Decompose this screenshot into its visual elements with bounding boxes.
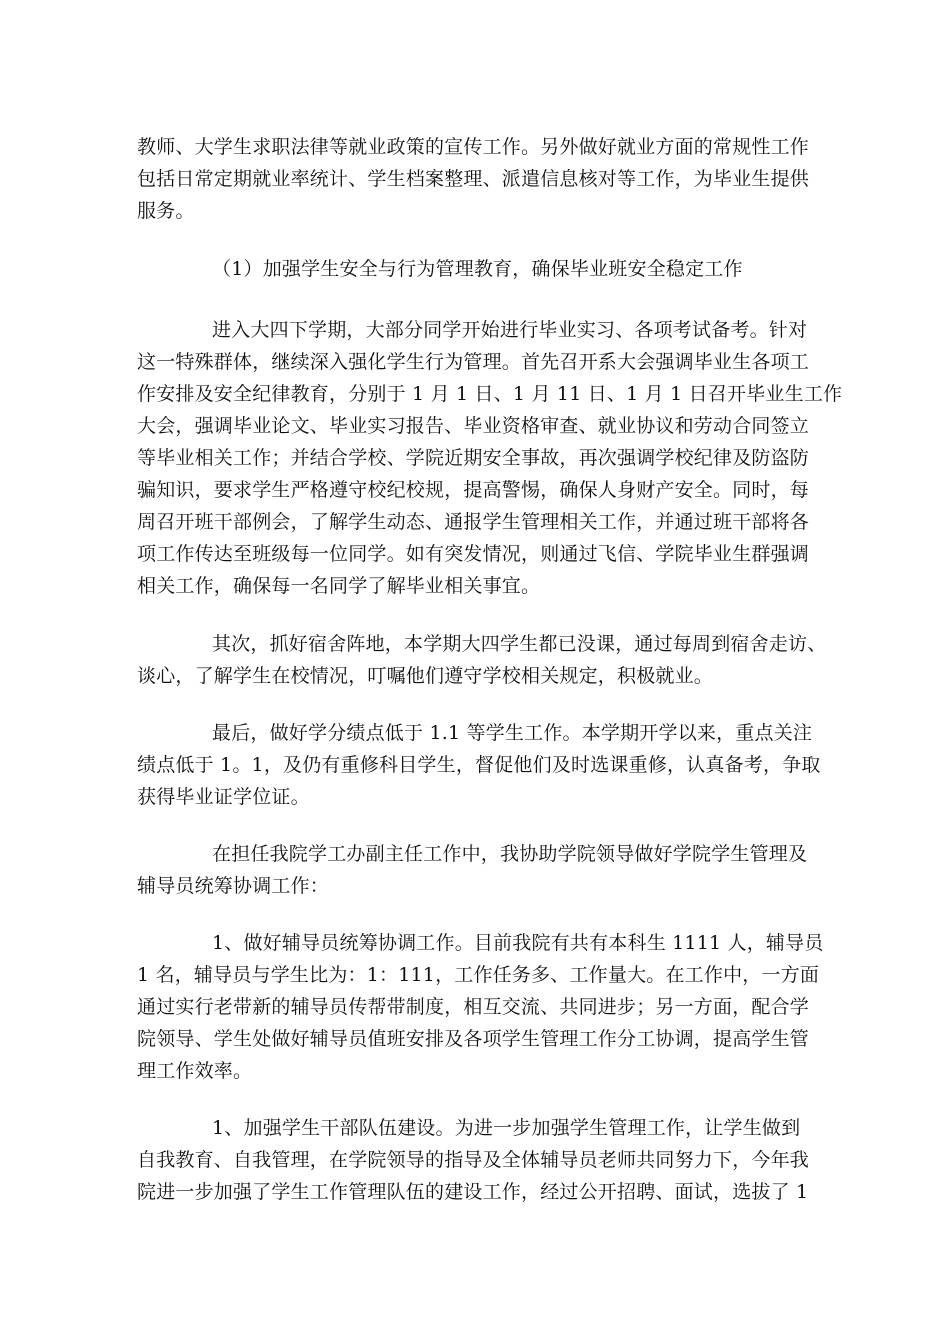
paragraph-3-line: 谈心，了解学生在校情况，叮嘱他们遵守学校相关规定，积极就业。 xyxy=(137,665,714,687)
paragraph-5-line: 在担任我院学工办副主任工作中，我协助学院领导做好学院学生管理及 xyxy=(212,843,808,865)
section-heading: （1）加强学生安全与行为管理教育，确保毕业班安全稳定工作 xyxy=(212,258,743,280)
paragraph-2-line: 周召开班干部例会，了解学生动态、通报学生管理相关工作，并通过班干部将各 xyxy=(137,511,810,533)
paragraph-2-line: 等毕业相关工作；并结合学校、学院近期安全事故，再次强调学校纪律及防盗防 xyxy=(137,447,810,469)
paragraph-4-line: 获得毕业证学位证。 xyxy=(137,786,310,808)
paragraph-6-line: 理工作效率。 xyxy=(137,1060,253,1082)
paragraph-2-line: 这一特殊群体，继续深入强化学生行为管理。首先召开系大会强调毕业生各项工 xyxy=(137,351,810,373)
paragraph-4-line: 最后，做好学分绩点低于 1.1 等学生工作。本学期开学以来，重点关注 xyxy=(212,722,813,744)
paragraph-2-line: 大会，强调毕业论文、毕业实习报告、毕业资格审查、就业协议和劳动合同签立 xyxy=(137,415,810,437)
paragraph-2-line: 骗知识，要求学生严格遵守校纪校规，提高警惕，确保人身财产安全。同时，每 xyxy=(137,479,810,501)
paragraph-1-line: 包括日常定期就业率统计、学生档案整理、派遣信息核对等工作，为毕业生提供 xyxy=(137,168,810,190)
paragraph-4-line: 绩点低于 1。1，及仍有重修科目学生，督促他们及时选课重修，认真备考，争取 xyxy=(137,754,821,776)
paragraph-6-line: 院领导、学生处做好辅导员值班安排及各项学生管理工作分工协调，提高学生管 xyxy=(137,1028,810,1050)
paragraph-7-line: 院进一步加强了学生工作管理队伍的建设工作，经过公开招聘、面试，选拔了 1 xyxy=(137,1181,809,1203)
paragraph-1-line: 服务。 xyxy=(137,200,195,222)
paragraph-2-line: 进入大四下学期，大部分同学开始进行毕业实习、各项考试备考。针对 xyxy=(212,319,808,341)
paragraph-1-line: 教师、大学生求职法律等就业政策的宣传工作。另外做好就业方面的常规性工作 xyxy=(137,136,810,158)
paragraph-2-line: 作安排及安全纪律教育，分别于 1 月 1 日、1 月 11 日、1 月 1 日召开毕业生工作 xyxy=(137,383,843,405)
paragraph-3-line: 其次，抓好宿舍阵地，本学期大四学生都已没课，通过每周到宿舍走访、 xyxy=(212,633,827,655)
paragraph-6-line: 1 名，辅导员与学生比为：1：111，工作任务多、工作量大。在工作中，一方面 xyxy=(137,964,820,986)
paragraph-2-line: 相关工作，确保每一名同学了解毕业相关事宜。 xyxy=(137,575,541,597)
paragraph-7-line: 1、加强学生干部队伍建设。为进一步加强学生管理工作，让学生做到 xyxy=(212,1117,801,1139)
paragraph-7-line: 自我教育、自我管理，在学院领导的指导及全体辅导员老师共同努力下，今年我 xyxy=(137,1149,810,1171)
paragraph-2-line: 项工作传达至班级每一位同学。如有突发情况，则通过飞信、学院毕业生群强调 xyxy=(137,543,810,565)
paragraph-6-line: 通过实行老带新的辅导员传帮带制度，相互交流、共同进步；另一方面，配合学 xyxy=(137,996,810,1018)
paragraph-6-line: 1、做好辅导员统筹协调工作。目前我院有共有本科生 1111 人，辅导员 xyxy=(212,932,824,954)
paragraph-5-line: 辅导员统筹协调工作： xyxy=(137,875,330,897)
